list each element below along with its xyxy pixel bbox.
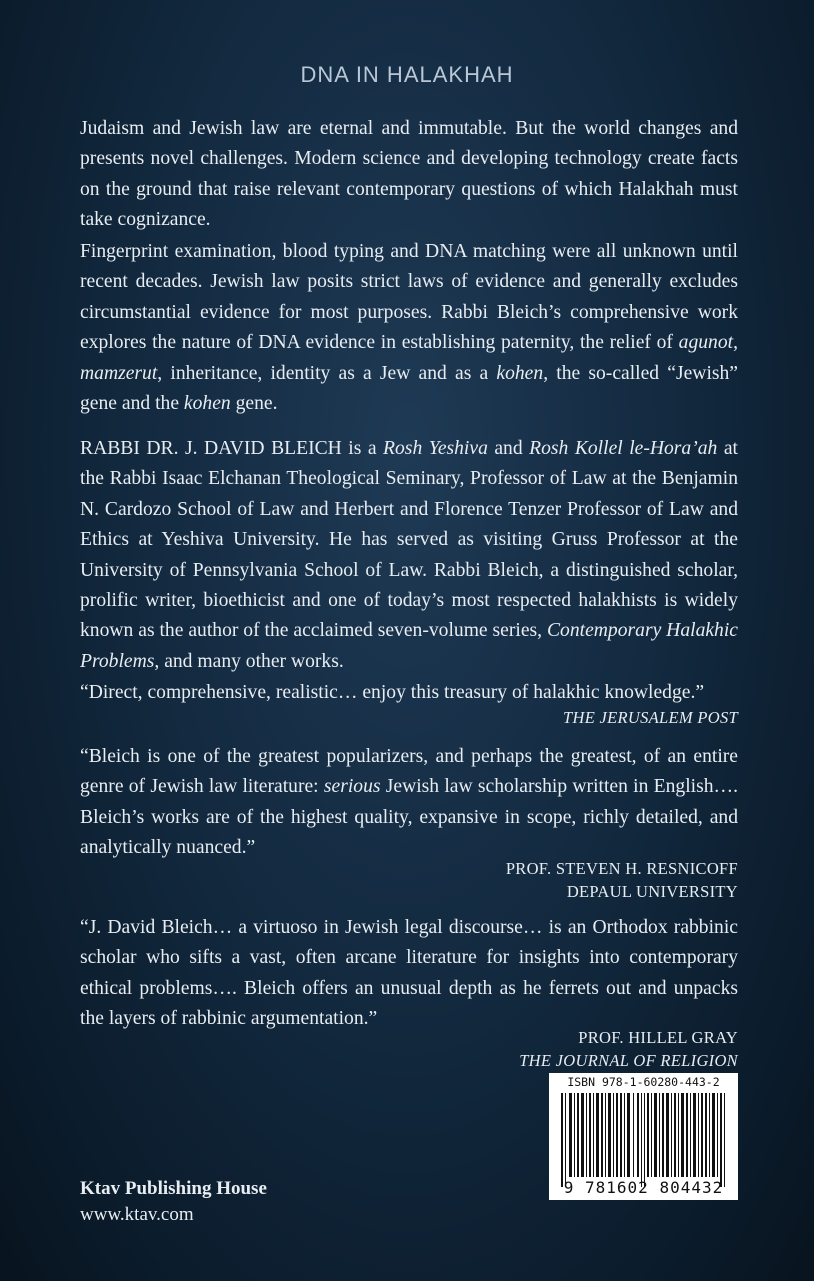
topic-paragraph: Fingerprint examination, blood typing and DNA matching were all unknown until recent decades. Jewish law posits strict laws of evidence and generally excludes circumstantial evidence for most purposes. Rabbi Bleich’s comprehensive work explores the nature of DNA evidence in establishing paternity, the relief of agunot, mamzerut, inheritance, identity as a Jew and as a kohen, the so-called “Jewish” gene and the kohen gene. xyxy=(80,241,739,415)
intro-paragraph: Judaism and Jewish law are eternal and immutable. But the world changes and presents novel challenges. Modern science and developing technology create facts on the ground that raise relevant contemporary questions of which Halakhah must take cognizance. xyxy=(80,118,738,231)
book-title: DNA IN HALAKHAH xyxy=(300,62,514,87)
barcode-digits: 9 781602 804432 xyxy=(563,1178,724,1197)
review-2-author: PROF. STEVEN H. RESNICOFF xyxy=(505,859,738,878)
author-bio-paragraph: RABBI DR. J. DAVID BLEICH is a Rosh Yeshiva and Rosh Kollel le-Hora’ah at the Rabbi Isaac Elchanan Theological Seminary, Professor of Law at the Benjamin N. Cardozo School of Law and Herbert and Florence Tenzer Professor of Law and Ethics at Yeshiva University. He has served as visiting Gruss Professor at the University of Pennsylvania School of Law. Rabbi Bleich, a distinguished scholar, prolific writer, bioethicist and one of today’s most respected halakhists is widely known as the author of the acclaimed seven-volume series, Contemporary Halakhic Problems, and many other works. xyxy=(80,438,738,672)
review-1-source: THE JERUSALEM POST xyxy=(563,708,738,727)
publisher-url: www.ktav.com xyxy=(80,1204,194,1225)
review-2-affiliation: DEPAUL UNIVERSITY xyxy=(566,882,738,901)
review-3-source: THE JOURNAL OF RELIGION xyxy=(519,1051,738,1070)
review-quote-3: “J. David Bleich… a virtuoso in Jewish legal discourse… is an Orthodox rabbinic scholar who sifts a vast, often arcane literature for insights into contemporary ethical problems…. Bleich offers an unusual depth as he ferrets out and unpacks the layers of rabbinic argumentation.” xyxy=(80,917,738,1030)
publisher-name: Ktav Publishing House xyxy=(80,1178,267,1199)
review-2-attribution xyxy=(506,857,738,903)
isbn-label: ISBN 978-1-60280-443-2 xyxy=(567,1075,720,1089)
review-3-attribution xyxy=(519,1026,738,1072)
review-3-author: PROF. HILLEL GRAY xyxy=(578,1028,738,1047)
publisher-block xyxy=(80,1176,267,1228)
isbn-barcode xyxy=(549,1073,738,1200)
review-quote-2: “Bleich is one of the greatest popularizers, and perhaps the greatest, of an entire genre of Jewish law literature: serious Jewish law scholarship written in English…. Bleich’s works are of the highest quality, expansive in scope, richly detailed, and analytically nuanced.” xyxy=(80,746,739,859)
review-quote-1: “Direct, comprehensive, realistic… enjoy this treasury of halakhic knowledge.” xyxy=(80,682,705,703)
